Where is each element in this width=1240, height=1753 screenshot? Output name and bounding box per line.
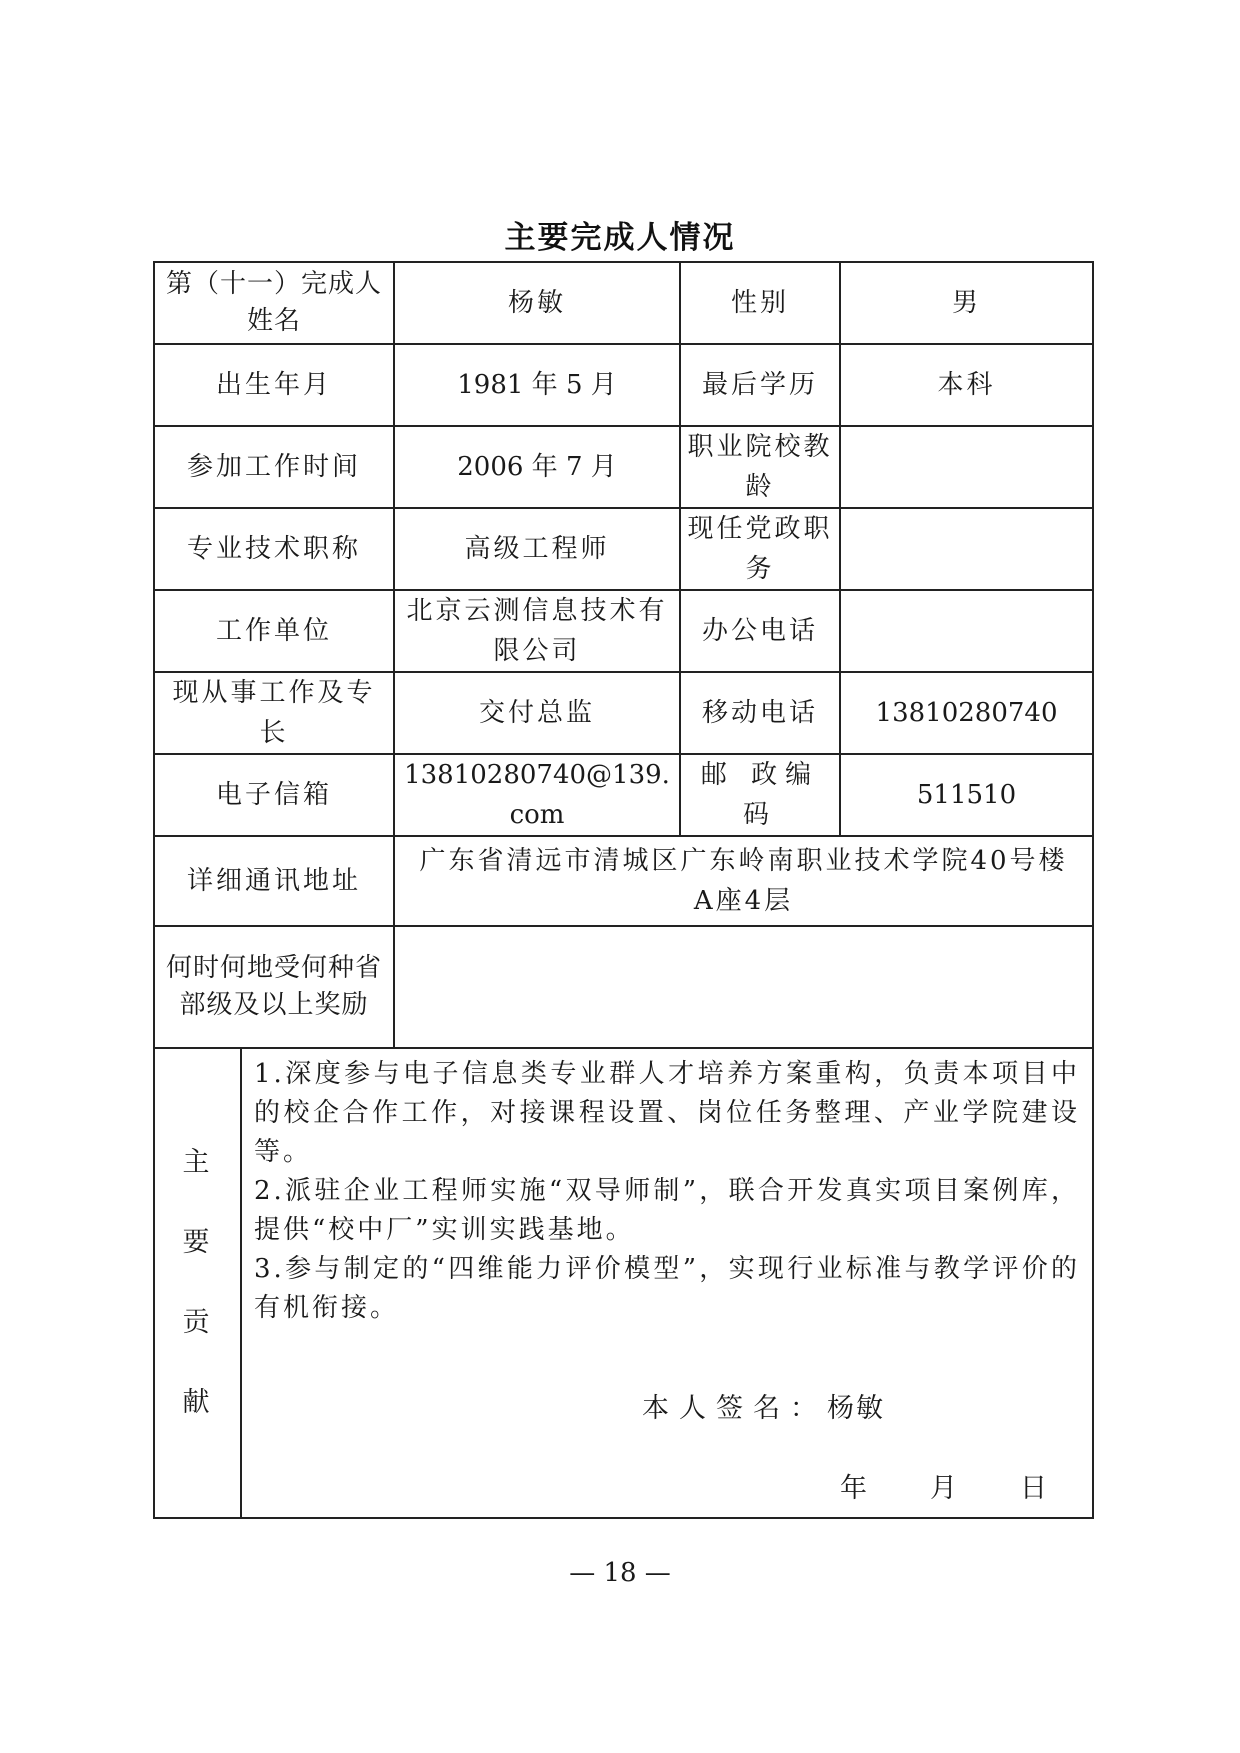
- page-title: 主要完成人情况: [504, 220, 736, 256]
- label-mobile: 移动电话: [680, 672, 840, 754]
- value-work-start: 2006 年 7 月: [394, 426, 680, 508]
- label-postcode: 邮 政编 码: [680, 754, 840, 836]
- label-birth: 出生年月: [154, 344, 394, 426]
- label-work-start: 参加工作时间: [154, 426, 394, 508]
- value-birth: 1981 年 5 月: [394, 344, 680, 426]
- value-employer: 北京云测信息技术有限公司: [394, 590, 680, 672]
- value-office-phone: [840, 590, 1093, 672]
- contribution-item: 2.派驻企业工程师实施“双导师制”，联合开发真实项目案例库，提供“校中厂”实训实践基地。: [254, 1176, 1081, 1245]
- value-awards: [394, 926, 1093, 1048]
- value-party-post: [840, 508, 1093, 590]
- contrib-label-char: 献: [182, 1387, 213, 1418]
- label-address: 详细通讯地址: [154, 836, 394, 926]
- label-office-phone: 办公电话: [680, 590, 840, 672]
- label-party-post: 现任党政职务: [680, 508, 840, 590]
- signature-name: 杨敏: [827, 1393, 885, 1424]
- label-gender: 性别: [680, 262, 840, 344]
- label-teaching-years: 职业院校教龄: [680, 426, 840, 508]
- contrib-label-char: 要: [182, 1227, 213, 1258]
- label-current-work: 现从事工作及专长: [154, 672, 394, 754]
- value-gender: 男: [840, 262, 1093, 344]
- completer-info-table: [153, 261, 1094, 1519]
- date-line: [840, 1469, 1047, 1509]
- value-professional-title: 高级工程师: [394, 508, 680, 590]
- label-main-contribution: [154, 1048, 241, 1518]
- label-degree: 最后学历: [680, 344, 840, 426]
- value-address: 广东省清远市清城区广东岭南职业技术学院40号楼A座4层: [394, 836, 1093, 926]
- contrib-label-char: 贡: [182, 1307, 213, 1338]
- date-month: 月: [930, 1473, 957, 1504]
- contribution-text: [242, 1049, 1092, 1328]
- label-name: 第（十一）完成人姓名: [154, 262, 394, 344]
- contrib-label-char: 主: [182, 1147, 213, 1178]
- main-contribution-cell: [241, 1048, 1093, 1518]
- value-email: 13810280740@139.com: [394, 754, 680, 836]
- label-awards: 何时何地受何种省部级及以上奖励: [154, 926, 394, 1048]
- signature-line: [642, 1389, 885, 1429]
- label-email: 电子信箱: [154, 754, 394, 836]
- value-name: 杨敏: [394, 262, 680, 344]
- signature-label: 本人签名：: [642, 1393, 827, 1424]
- contribution-item: 3.参与制定的“四维能力评价模型”，实现行业标准与教学评价的有机衔接。: [254, 1254, 1081, 1323]
- label-employer: 工作单位: [154, 590, 394, 672]
- value-degree: 本科: [840, 344, 1093, 426]
- value-postcode: 511510: [840, 754, 1093, 836]
- date-day: 日: [1020, 1473, 1047, 1504]
- value-current-work: 交付总监: [394, 672, 680, 754]
- date-year: 年: [840, 1473, 867, 1504]
- value-mobile: 13810280740: [840, 672, 1093, 754]
- label-professional-title: 专业技术职称: [154, 508, 394, 590]
- page-number: — 18 —: [569, 1558, 671, 1588]
- value-teaching-years: [840, 426, 1093, 508]
- contribution-item: 1.深度参与电子信息类专业群人才培养方案重构，负责本项目中的校企合作工作，对接课程设置、岗位任务整理、产业学院建设等。: [254, 1059, 1081, 1167]
